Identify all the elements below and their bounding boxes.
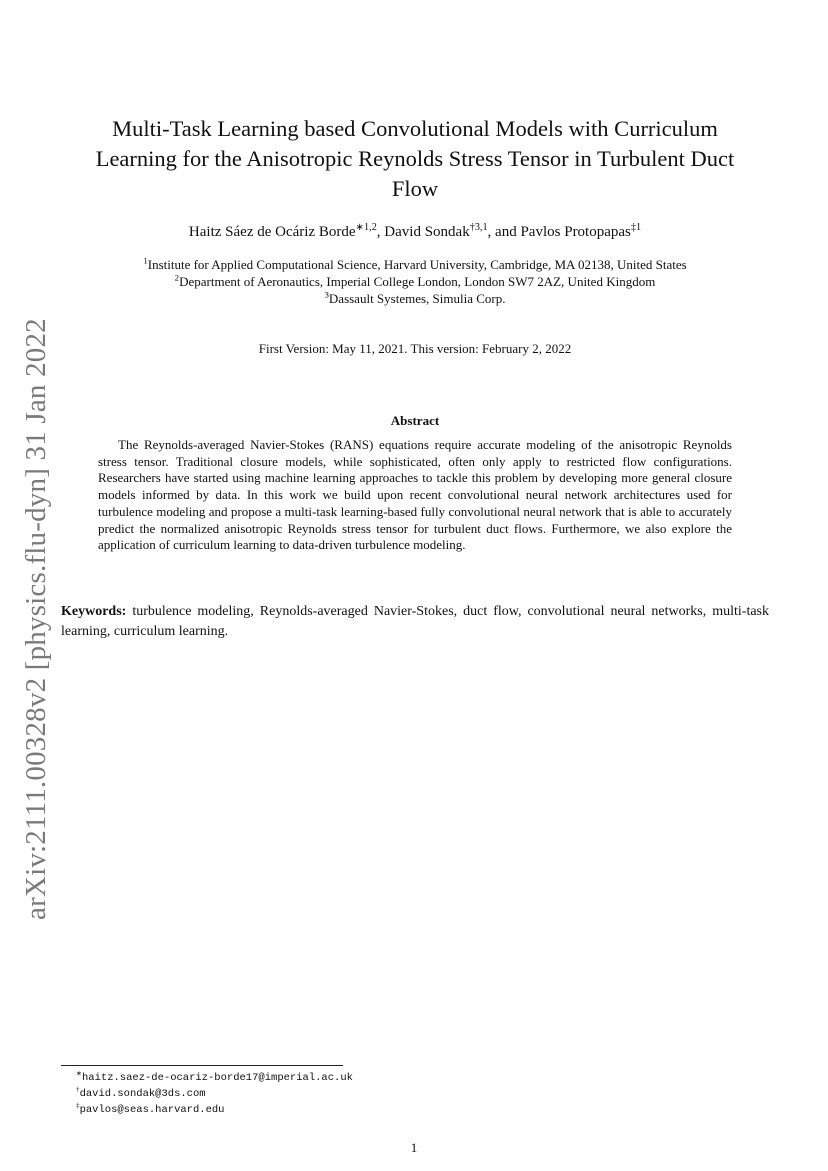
affiliation-text: Dassault Systemes, Simulia Corp.: [328, 291, 506, 306]
author-separator: , and: [487, 224, 521, 240]
title-line: Flow: [391, 176, 439, 201]
keywords: [61, 602, 769, 642]
author-list: [40, 222, 790, 242]
author-separator: ,: [376, 224, 385, 240]
keywords-label: Keywords:: [61, 604, 127, 619]
title-line: Multi-Task Learning based Convolutional Models with Curriculum: [112, 116, 718, 141]
affiliation-text: Institute for Applied Computational Science, Harvard University, Cambridge, MA 02138, United States: [147, 257, 687, 272]
footnote-rule: [61, 1065, 343, 1066]
footnotes: [76, 1070, 576, 1118]
affiliation: [40, 290, 790, 307]
footnote-email: pavlos@seas.harvard.edu: [79, 1104, 225, 1116]
author-marks: ∗1,2: [355, 222, 377, 233]
footnote: [76, 1070, 576, 1086]
footnote: [76, 1086, 576, 1102]
author-marks: †3,1: [469, 222, 488, 233]
version-line: First Version: May 11, 2021. This version: February 2, 2022: [258, 341, 572, 356]
footnote-mark: ∗: [76, 1069, 82, 1078]
affiliation: [40, 256, 790, 273]
author-name: Pavlos Protopapas: [520, 224, 631, 240]
affiliation-mark: 1: [143, 255, 148, 266]
title-line: Learning for the Anisotropic Reynolds Stress Tensor in Turbulent Duct: [95, 146, 735, 171]
footnote-email: haitz.saez-de-ocariz-borde17@imperial.ac.uk: [81, 1072, 353, 1084]
arxiv-identifier-stamp: arXiv:2111.00328v2 [physics.flu-dyn] 31 Jan 2022: [20, 318, 52, 920]
abstract-text: The Reynolds-averaged Navier-Stokes (RANS) equations require accurate modeling of the anisotropic Reynolds stress tensor. Traditional closure models, while sophisticated, often only apply to restricted flow configurations. Researchers have started using machine learning approaches to tackle this problem by developing more general closure models informed by data. In this work we build upon recent convolutional neural network architectures used for turbulence modeling and propose a multi-task learning-based fully convolutional neural network that is able to accurately predict the normalized anisotropic Reynolds stress tensor for turbulent duct flows. Furthermore, we also explore the application of curriculum learning to data-driven turbulence modeling.: [98, 437, 732, 553]
keywords-text: turbulence modeling, Reynolds-averaged Navier-Stokes, duct flow, convolutional neural networks, multi-task learning, curriculum learning.: [61, 604, 770, 639]
affiliation-text: Department of Aeronautics, Imperial College London, London SW7 2AZ, United Kingdom: [179, 274, 656, 289]
affiliation: [40, 273, 790, 290]
affiliations: [40, 256, 790, 307]
footnote-mark: ‡: [76, 1101, 80, 1110]
paper-title: [40, 114, 790, 204]
author-name: Haitz Sáez de Ocáriz Borde: [188, 224, 356, 240]
abstract-heading: Abstract: [390, 413, 440, 428]
author-name: David Sondak: [384, 224, 470, 240]
footnote: [76, 1102, 576, 1118]
author-marks: ‡1: [630, 222, 642, 233]
footnote-email: david.sondak@3ds.com: [79, 1088, 206, 1100]
affiliation-mark: 3: [324, 289, 329, 300]
affiliation-mark: 2: [174, 272, 180, 283]
footnote-mark: †: [76, 1085, 80, 1094]
page-number: 1: [410, 1140, 418, 1155]
